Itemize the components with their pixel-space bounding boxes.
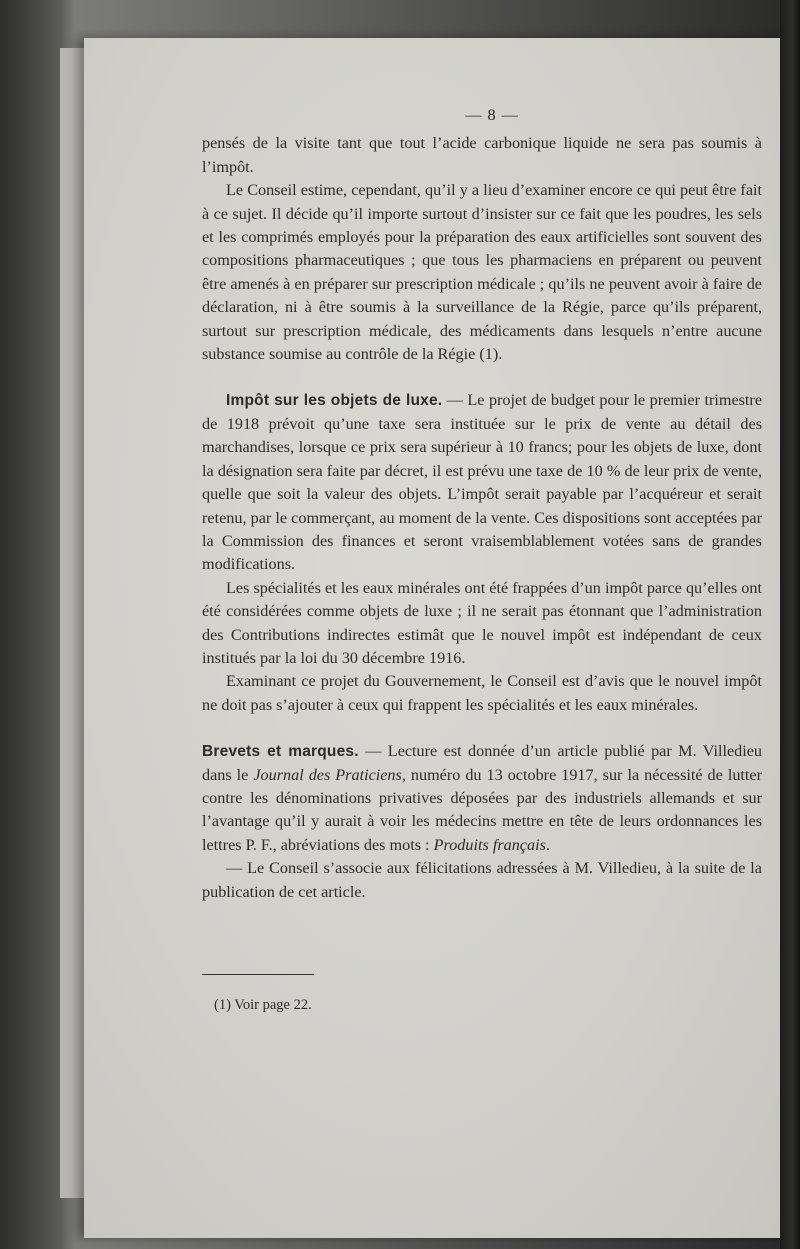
page-text — [202, 104, 762, 904]
section-impot-luxe — [202, 389, 762, 717]
section-luxe-paragraph-2: Les spécialités et les eaux minérales ont été frappées d’un impôt parce qu’elles ont été considérées comme objets de luxe ; il ne serait pas étonnant que l’administration des Contributions indirectes estimât que le nouvel impôt est indépendant de ceux institués par la loi du 30 décembre 1916. — [202, 578, 762, 667]
section-brevets-paragraph-1 — [202, 740, 762, 857]
paragraph-continuation: pensés de la visite tant que tout l’acide carbonique liquide ne sera pas soumis à l’impôt. — [202, 134, 762, 176]
produits-francais: Produits français — [433, 835, 546, 854]
page-number: — 8 — — [465, 106, 519, 124]
section-luxe-text-1: — Le projet de budget pour le premier trimestre de 1918 prévoit qu’une taxe sera instituée sur le prix de vente au détail des marchandises, lorsque ce prix sera supérieur à 10 francs; pour les objets de luxe, dont la désignation sera faite par décret, il est prévu une taxe de 10 % de leur prix de vente, quelle que soit la valeur des objets. L’impôt serait payable par l’acquéreur et serait retenu, par le commerçant, au moment de la vente. Ces dispositions sont acceptées par la Commission des finances et seront vraisemblablement votées sans de grandes modifications. — [202, 391, 763, 574]
paragraph-conseil: Le Conseil estime, cependant, qu’il y a lieu d’examiner encore ce qui peut être fait à ce sujet. Il décide qu’il importe surtout d’insister sur ce fait que les poudres, les sels et les comprimés employés pour la préparation des eaux artificielles sont souvent des compositions pharmaceutiques ; que tous les pharmaciens en préparent ou peuvent être amenés à en préparer sur prescription médicale ; qu’ils ne peuvent avoir à faire de déclaration, ni à être soumis à la surveillance de la Régie, parce qu’ils préparent, surtout sur prescription médicale, des médicaments dans lesquels n’entre aucune substance soumise au contrôle de la Régie (1). — [202, 181, 762, 364]
section-brevets-text-c: . — [545, 835, 550, 854]
section-brevets-paragraph-2: — Le Conseil s’associe aux félicitations adressées à M. Villedieu, à la suite de la publication de cet article. — [202, 859, 762, 901]
footnote-rule — [202, 974, 314, 975]
journal-title: Journal des Praticiens — [253, 765, 402, 784]
section-brevets-text-a: — Lecture est donnée d’un article publié par M. Villedieu dans le — [202, 742, 763, 784]
book-spine — [780, 0, 800, 1249]
footnote: (1) Voir page 22. — [214, 997, 312, 1013]
section-heading-brevets: Brevets et marques. — [202, 743, 359, 761]
section-brevets-text-b: , numéro du 13 octobre 1917, sur la nécessité de lutter contre les dénominations privatives déposées par des industriels allemands et sur l’avantage qu’il y aurait à voir les médecins mettre en tête de leurs ordonnances les lettres P. F., abréviations des mots : — [202, 765, 762, 854]
section-heading-luxe: Impôt sur les objets de luxe. — [226, 392, 443, 410]
section-luxe-paragraph-1 — [202, 389, 762, 576]
section-brevets-marques — [202, 740, 762, 904]
section-luxe-paragraph-3: Examinant ce projet du Gouvernement, le Conseil est d’avis que le nouvel impôt ne doit pas s’ajouter à ceux qui frappent les spécialités et les eaux minérales. — [202, 672, 762, 714]
